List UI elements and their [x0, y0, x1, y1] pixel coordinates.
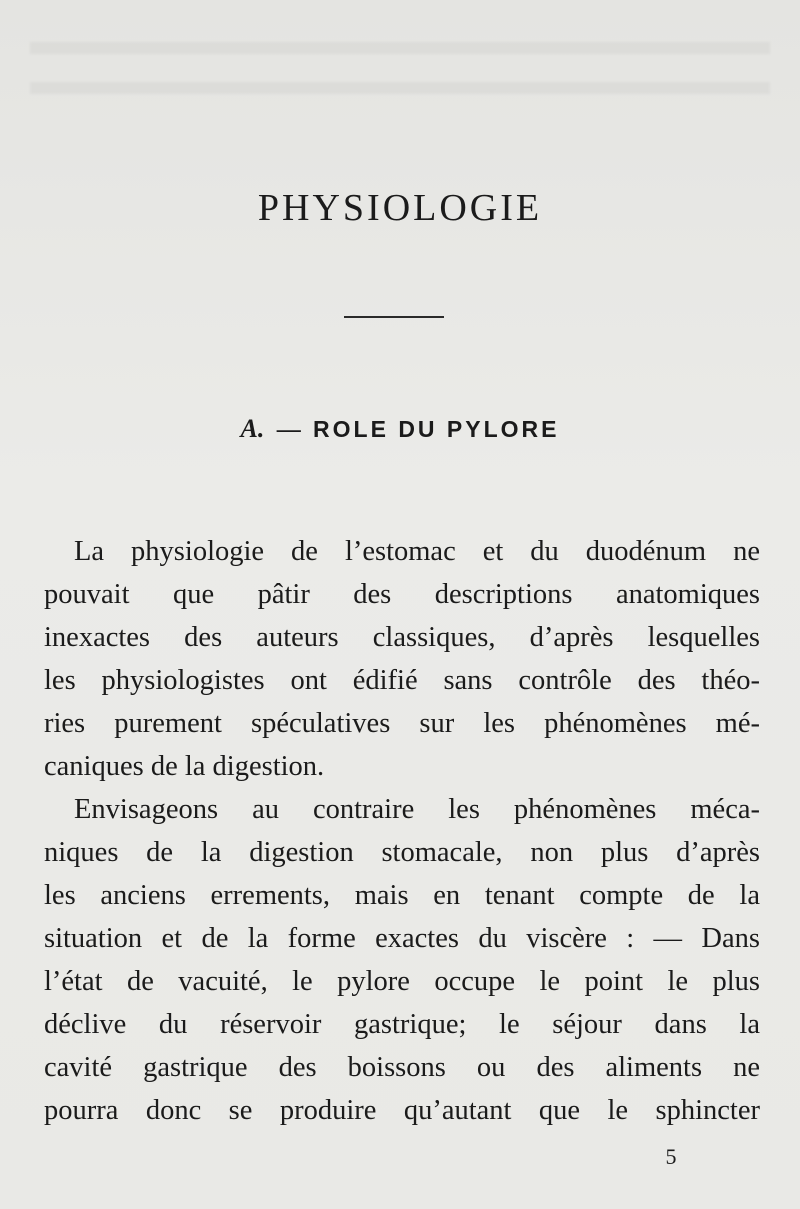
text-line: l’état de vacuité, le pylore occupe le point le plus [44, 966, 760, 997]
section-title: ROLE DU PYLORE [313, 416, 560, 442]
paragraph-2 [44, 788, 760, 1132]
paragraph-1 [44, 530, 760, 788]
section-dash: — [276, 417, 301, 443]
text-line: inexactes des auteurs classiques, d’après lesquelles [44, 622, 760, 653]
text-line: situation et de la forme exactes du viscère : — Dans [44, 923, 760, 954]
title-divider [344, 316, 444, 318]
body-text [44, 530, 760, 1132]
text-line: La physiologie de l’estomac et du duodénum ne [74, 536, 760, 567]
section-heading [0, 414, 800, 444]
chapter-title: PHYSIOLOGIE [257, 187, 543, 229]
text-line: pourra donc se produire qu’autant que le sphincter [44, 1095, 760, 1126]
text-line: Envisageons au contraire les phénomènes méca- [74, 794, 760, 825]
text-line: pouvait que pâtir des descriptions anatomiques [44, 579, 760, 610]
text-line: ries purement spéculatives sur les phénomènes mé- [44, 708, 760, 739]
text-line: les physiologistes ont édifié sans contrôle des théo- [44, 665, 760, 696]
text-line: déclive du réservoir gastrique; le séjour dans la [44, 1009, 760, 1040]
page-number: 5 [665, 1144, 677, 1169]
text-line: les anciens errements, mais en tenant compte de la [44, 880, 760, 911]
text-line: caniques de la digestion. [44, 751, 325, 782]
text-line: cavité gastrique des boissons ou des aliments ne [44, 1052, 760, 1083]
section-letter: A. [240, 414, 265, 443]
bleed-through-shadow [30, 14, 770, 104]
text-line: niques de la digestion stomacale, non plus d’après [44, 837, 760, 868]
